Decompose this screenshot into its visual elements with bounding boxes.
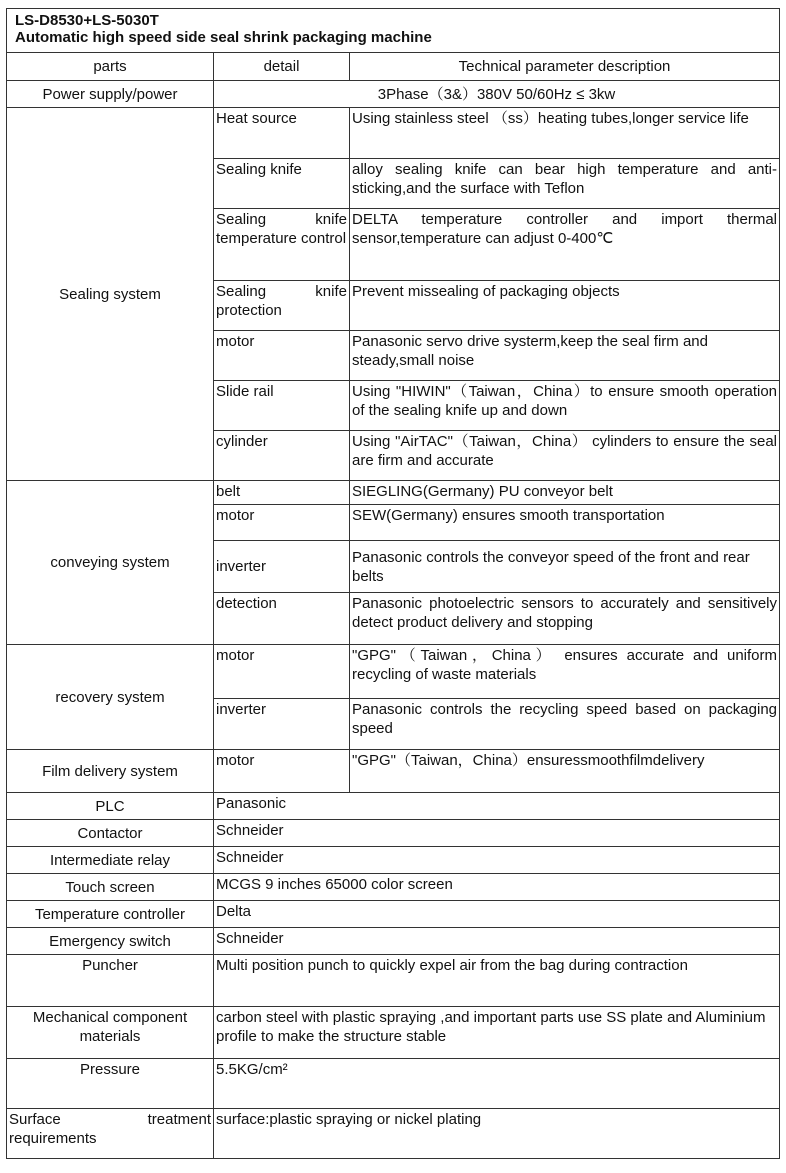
description-cell: "GPG"（Taiwan，China） ensures accurate and uniform recycling of waste materials <box>350 645 780 699</box>
detail-cell: belt <box>214 481 350 505</box>
model-title: LS-D8530+LS-5030T <box>15 12 159 29</box>
detail-cell: Sealing knife protection <box>214 281 350 331</box>
component-part: Surface treatment requirements <box>7 1109 214 1159</box>
detail-cell: Sealing knife temperature control <box>214 209 350 281</box>
conveying-system-part: conveying system <box>7 481 214 645</box>
table-row <box>7 108 780 159</box>
header-detail: detail <box>214 53 350 81</box>
description-cell: Using "AirTAC"（Taiwan，China） cylinders to ensure the seal are firm and accurate <box>350 431 780 481</box>
component-value: Schneider <box>214 820 780 847</box>
component-part: Pressure <box>7 1059 214 1109</box>
component-part: Contactor <box>7 820 214 847</box>
description-cell: DELTA temperature controller and import thermal sensor,temperature can adjust 0-400℃ <box>350 209 780 281</box>
spec-sheet <box>6 8 779 1159</box>
table-row <box>7 1007 780 1059</box>
detail-cell: inverter <box>214 541 350 593</box>
component-part: Puncher <box>7 955 214 1007</box>
table-row <box>7 874 780 901</box>
header-row <box>7 53 780 81</box>
detail-cell: motor <box>214 750 350 793</box>
power-row <box>7 81 780 108</box>
table-row <box>7 901 780 928</box>
table-row <box>7 955 780 1007</box>
description-cell: Panasonic controls the recycling speed based on packaging speed <box>350 699 780 750</box>
component-value: carbon steel with plastic spraying ,and important parts use SS plate and Aluminium profile to make the structure stable <box>214 1007 780 1059</box>
table-row <box>7 793 780 820</box>
detail-cell: motor <box>214 645 350 699</box>
header-description: Technical parameter description <box>350 53 780 81</box>
detail-cell: Sealing knife <box>214 159 350 209</box>
description-cell: alloy sealing knife can bear high temperature and anti-sticking,and the surface with Teflon <box>350 159 780 209</box>
description-cell: SIEGLING(Germany) PU conveyor belt <box>350 481 780 505</box>
component-part: Intermediate relay <box>7 847 214 874</box>
component-part: PLC <box>7 793 214 820</box>
component-value: Schneider <box>214 847 780 874</box>
table-row <box>7 750 780 793</box>
table-row <box>7 1109 780 1159</box>
detail-cell: inverter <box>214 699 350 750</box>
table-row <box>7 928 780 955</box>
detail-cell: motor <box>214 505 350 541</box>
detail-cell: detection <box>214 593 350 645</box>
component-part: Emergency switch <box>7 928 214 955</box>
detail-cell: motor <box>214 331 350 381</box>
component-value: Schneider <box>214 928 780 955</box>
film-delivery-part: Film delivery system <box>7 750 214 793</box>
component-value: Delta <box>214 901 780 928</box>
title-cell <box>7 9 780 53</box>
sealing-system-part: Sealing system <box>7 108 214 481</box>
table-row <box>7 820 780 847</box>
description-cell: "GPG"（Taiwan，China）ensuressmoothfilmdelivery <box>350 750 780 793</box>
table-row <box>7 847 780 874</box>
spec-table <box>6 8 780 1159</box>
component-value: surface:plastic spraying or nickel plating <box>214 1109 780 1159</box>
component-part: Touch screen <box>7 874 214 901</box>
description-cell: Using stainless steel （ss）heating tubes,longer service life <box>350 108 780 159</box>
component-value: Panasonic <box>214 793 780 820</box>
power-part: Power supply/power <box>7 81 214 108</box>
detail-cell: Slide rail <box>214 381 350 431</box>
description-cell: SEW(Germany) ensures smooth transportation <box>350 505 780 541</box>
power-value: 3Phase（3&）380V 50/60Hz ≤ 3kw <box>214 81 780 108</box>
title-row <box>7 9 780 53</box>
recovery-system-part: recovery system <box>7 645 214 750</box>
table-row <box>7 1059 780 1109</box>
detail-cell: Heat source <box>214 108 350 159</box>
description-cell: Panasonic servo drive systerm,keep the seal firm and steady,small noise <box>350 331 780 381</box>
header-parts: parts <box>7 53 214 81</box>
description-cell: Panasonic photoelectric sensors to accurately and sensitively detect product delivery and stopping <box>350 593 780 645</box>
component-part: Mechanical component materials <box>7 1007 214 1059</box>
component-value: MCGS 9 inches 65000 color screen <box>214 874 780 901</box>
table-row <box>7 481 780 505</box>
component-part: Temperature controller <box>7 901 214 928</box>
table-row <box>7 645 780 699</box>
component-value: 5.5KG/cm² <box>214 1059 780 1109</box>
machine-title: Automatic high speed side seal shrink packaging machine <box>15 29 432 46</box>
description-cell: Using "HIWIN"（Taiwan，China）to ensure smooth operation of the sealing knife up and down <box>350 381 780 431</box>
component-value: Multi position punch to quickly expel air from the bag during contraction <box>214 955 780 1007</box>
description-cell: Prevent missealing of packaging objects <box>350 281 780 331</box>
description-cell: Panasonic controls the conveyor speed of the front and rear belts <box>350 541 780 593</box>
detail-cell: cylinder <box>214 431 350 481</box>
